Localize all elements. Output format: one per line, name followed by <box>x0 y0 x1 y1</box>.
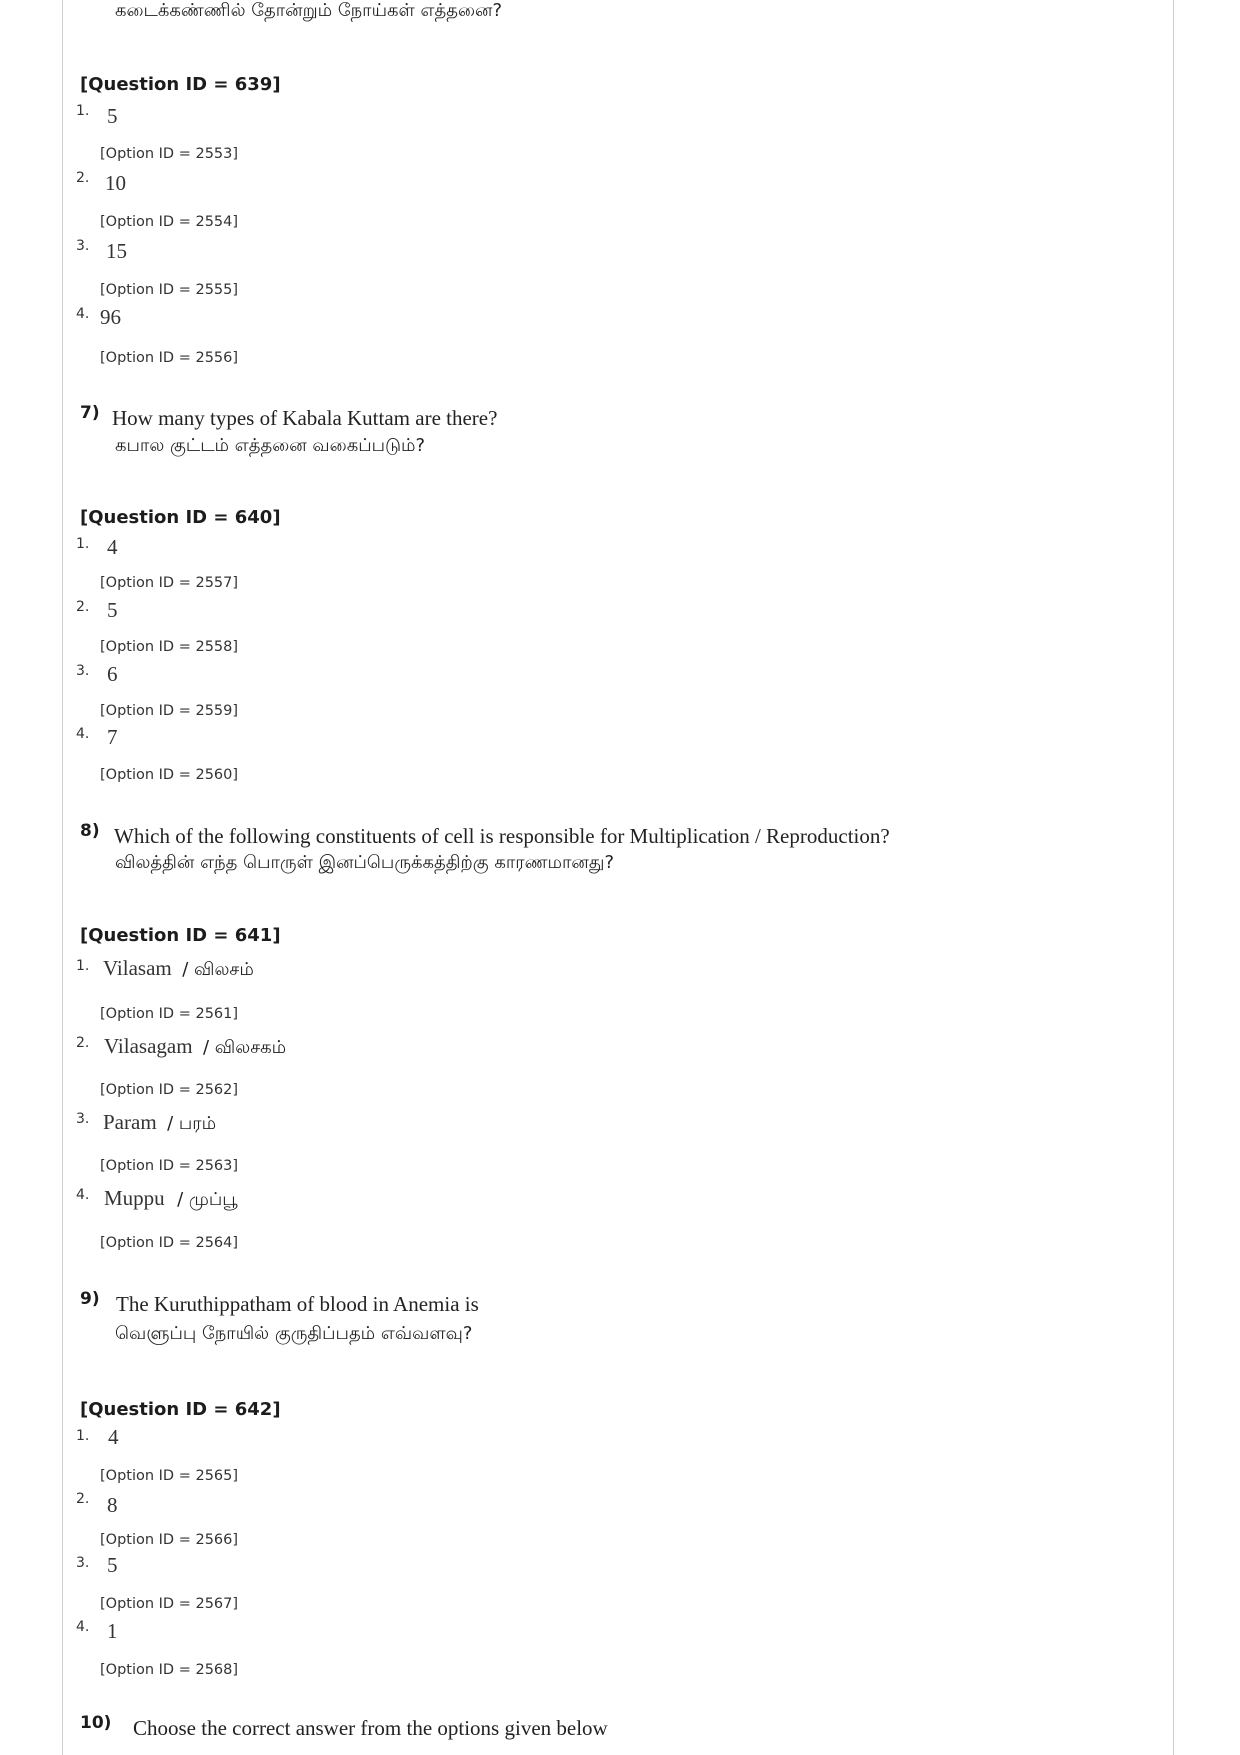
option-value[interactable]: 1 <box>107 1619 118 1643</box>
option-number: 3. <box>76 1555 90 1571</box>
option-id: [Option ID = 2560] <box>100 767 239 783</box>
option-id: [Option ID = 2559] <box>100 703 239 719</box>
question-number: 9) <box>80 1289 100 1309</box>
option-value[interactable]: 10 <box>105 171 126 195</box>
option-number: 1. <box>76 536 90 552</box>
question-id: [Question ID = 640] <box>80 507 281 528</box>
question-number: 8) <box>80 821 100 841</box>
option-value[interactable] <box>104 1186 238 1212</box>
option-number: 1. <box>76 958 90 974</box>
option-value-english: Vilasam <box>103 956 172 980</box>
option-id: [Option ID = 2567] <box>100 1596 239 1612</box>
question-id: [Question ID = 642] <box>80 1399 281 1420</box>
option-id: [Option ID = 2555] <box>100 282 239 298</box>
question-text-tamil: வெளுப்பு நோயில் குருதிப்பதம் எவ்வளவு? <box>115 1323 473 1344</box>
option-number: 2. <box>76 1035 90 1051</box>
page-frame <box>62 0 1174 1755</box>
option-value[interactable]: 8 <box>107 1493 118 1517</box>
option-number: 3. <box>76 238 90 254</box>
option-value[interactable]: 4 <box>107 535 118 559</box>
option-value[interactable]: 6 <box>107 662 118 686</box>
question-number: 7) <box>80 403 100 423</box>
option-id: [Option ID = 2558] <box>100 639 239 655</box>
option-number: 3. <box>76 663 90 679</box>
question-text-english: Which of the following constituents of cell is responsible for Multiplication / Reproduction? <box>114 824 890 848</box>
question-number: 10) <box>80 1713 112 1733</box>
option-number: 3. <box>76 1111 90 1127</box>
option-id: [Option ID = 2554] <box>100 214 239 230</box>
option-value[interactable] <box>104 1034 286 1060</box>
question-text-english: Choose the correct answer from the options given below <box>133 1716 608 1740</box>
option-value[interactable]: 5 <box>107 1553 118 1577</box>
option-id: [Option ID = 2564] <box>100 1235 239 1251</box>
option-id: [Option ID = 2561] <box>100 1006 239 1022</box>
question-id: [Question ID = 641] <box>80 925 281 946</box>
option-value[interactable]: 5 <box>107 598 118 622</box>
question-text-english: How many types of Kabala Kuttam are there? <box>112 406 498 430</box>
option-value[interactable]: 96 <box>100 305 121 329</box>
option-value[interactable]: 4 <box>108 1425 119 1449</box>
option-id: [Option ID = 2556] <box>100 350 239 366</box>
question-6-tamil-text: கடைக்கண்ணில் தோன்றும் நோய்கள் எத்தனை? <box>115 0 503 21</box>
option-value-english: Muppu <box>104 1186 165 1210</box>
option-value-tamil: / முப்பூ <box>177 1189 238 1210</box>
option-value[interactable]: 7 <box>107 725 118 749</box>
question-text-english: The Kuruthippatham of blood in Anemia is <box>116 1292 479 1316</box>
option-number: 2. <box>76 599 90 615</box>
option-number: 2. <box>76 170 90 186</box>
option-id: [Option ID = 2563] <box>100 1158 239 1174</box>
option-id: [Option ID = 2557] <box>100 575 239 591</box>
option-number: 4. <box>76 306 90 322</box>
option-id: [Option ID = 2568] <box>100 1662 239 1678</box>
option-number: 2. <box>76 1491 90 1507</box>
option-value[interactable]: 5 <box>107 104 118 128</box>
option-id: [Option ID = 2566] <box>100 1532 239 1548</box>
option-number: 1. <box>76 1428 90 1444</box>
option-number: 1. <box>76 103 90 119</box>
option-number: 4. <box>76 1187 90 1203</box>
question-text-tamil: கபால குட்டம் எத்தனை வகைப்படும்? <box>115 435 426 456</box>
option-value-english: Param <box>103 1110 157 1134</box>
option-id: [Option ID = 2565] <box>100 1468 239 1484</box>
option-value-english: Vilasagam <box>104 1034 193 1058</box>
question-id: [Question ID = 639] <box>80 74 281 95</box>
option-id: [Option ID = 2553] <box>100 146 239 162</box>
option-value[interactable]: 15 <box>106 239 127 263</box>
option-value-tamil: / விலசம் <box>182 959 254 980</box>
option-number: 4. <box>76 1619 90 1635</box>
option-value-tamil: / பரம் <box>167 1113 217 1134</box>
option-value-tamil: / விலசகம் <box>203 1037 287 1058</box>
option-id: [Option ID = 2562] <box>100 1082 239 1098</box>
question-text-tamil: விலத்தின் எந்த பொருள் இனப்பெருக்கத்திற்கு காரணமானது? <box>115 852 614 873</box>
option-number: 4. <box>76 726 90 742</box>
option-value[interactable] <box>103 1110 216 1136</box>
option-value[interactable] <box>103 956 254 982</box>
